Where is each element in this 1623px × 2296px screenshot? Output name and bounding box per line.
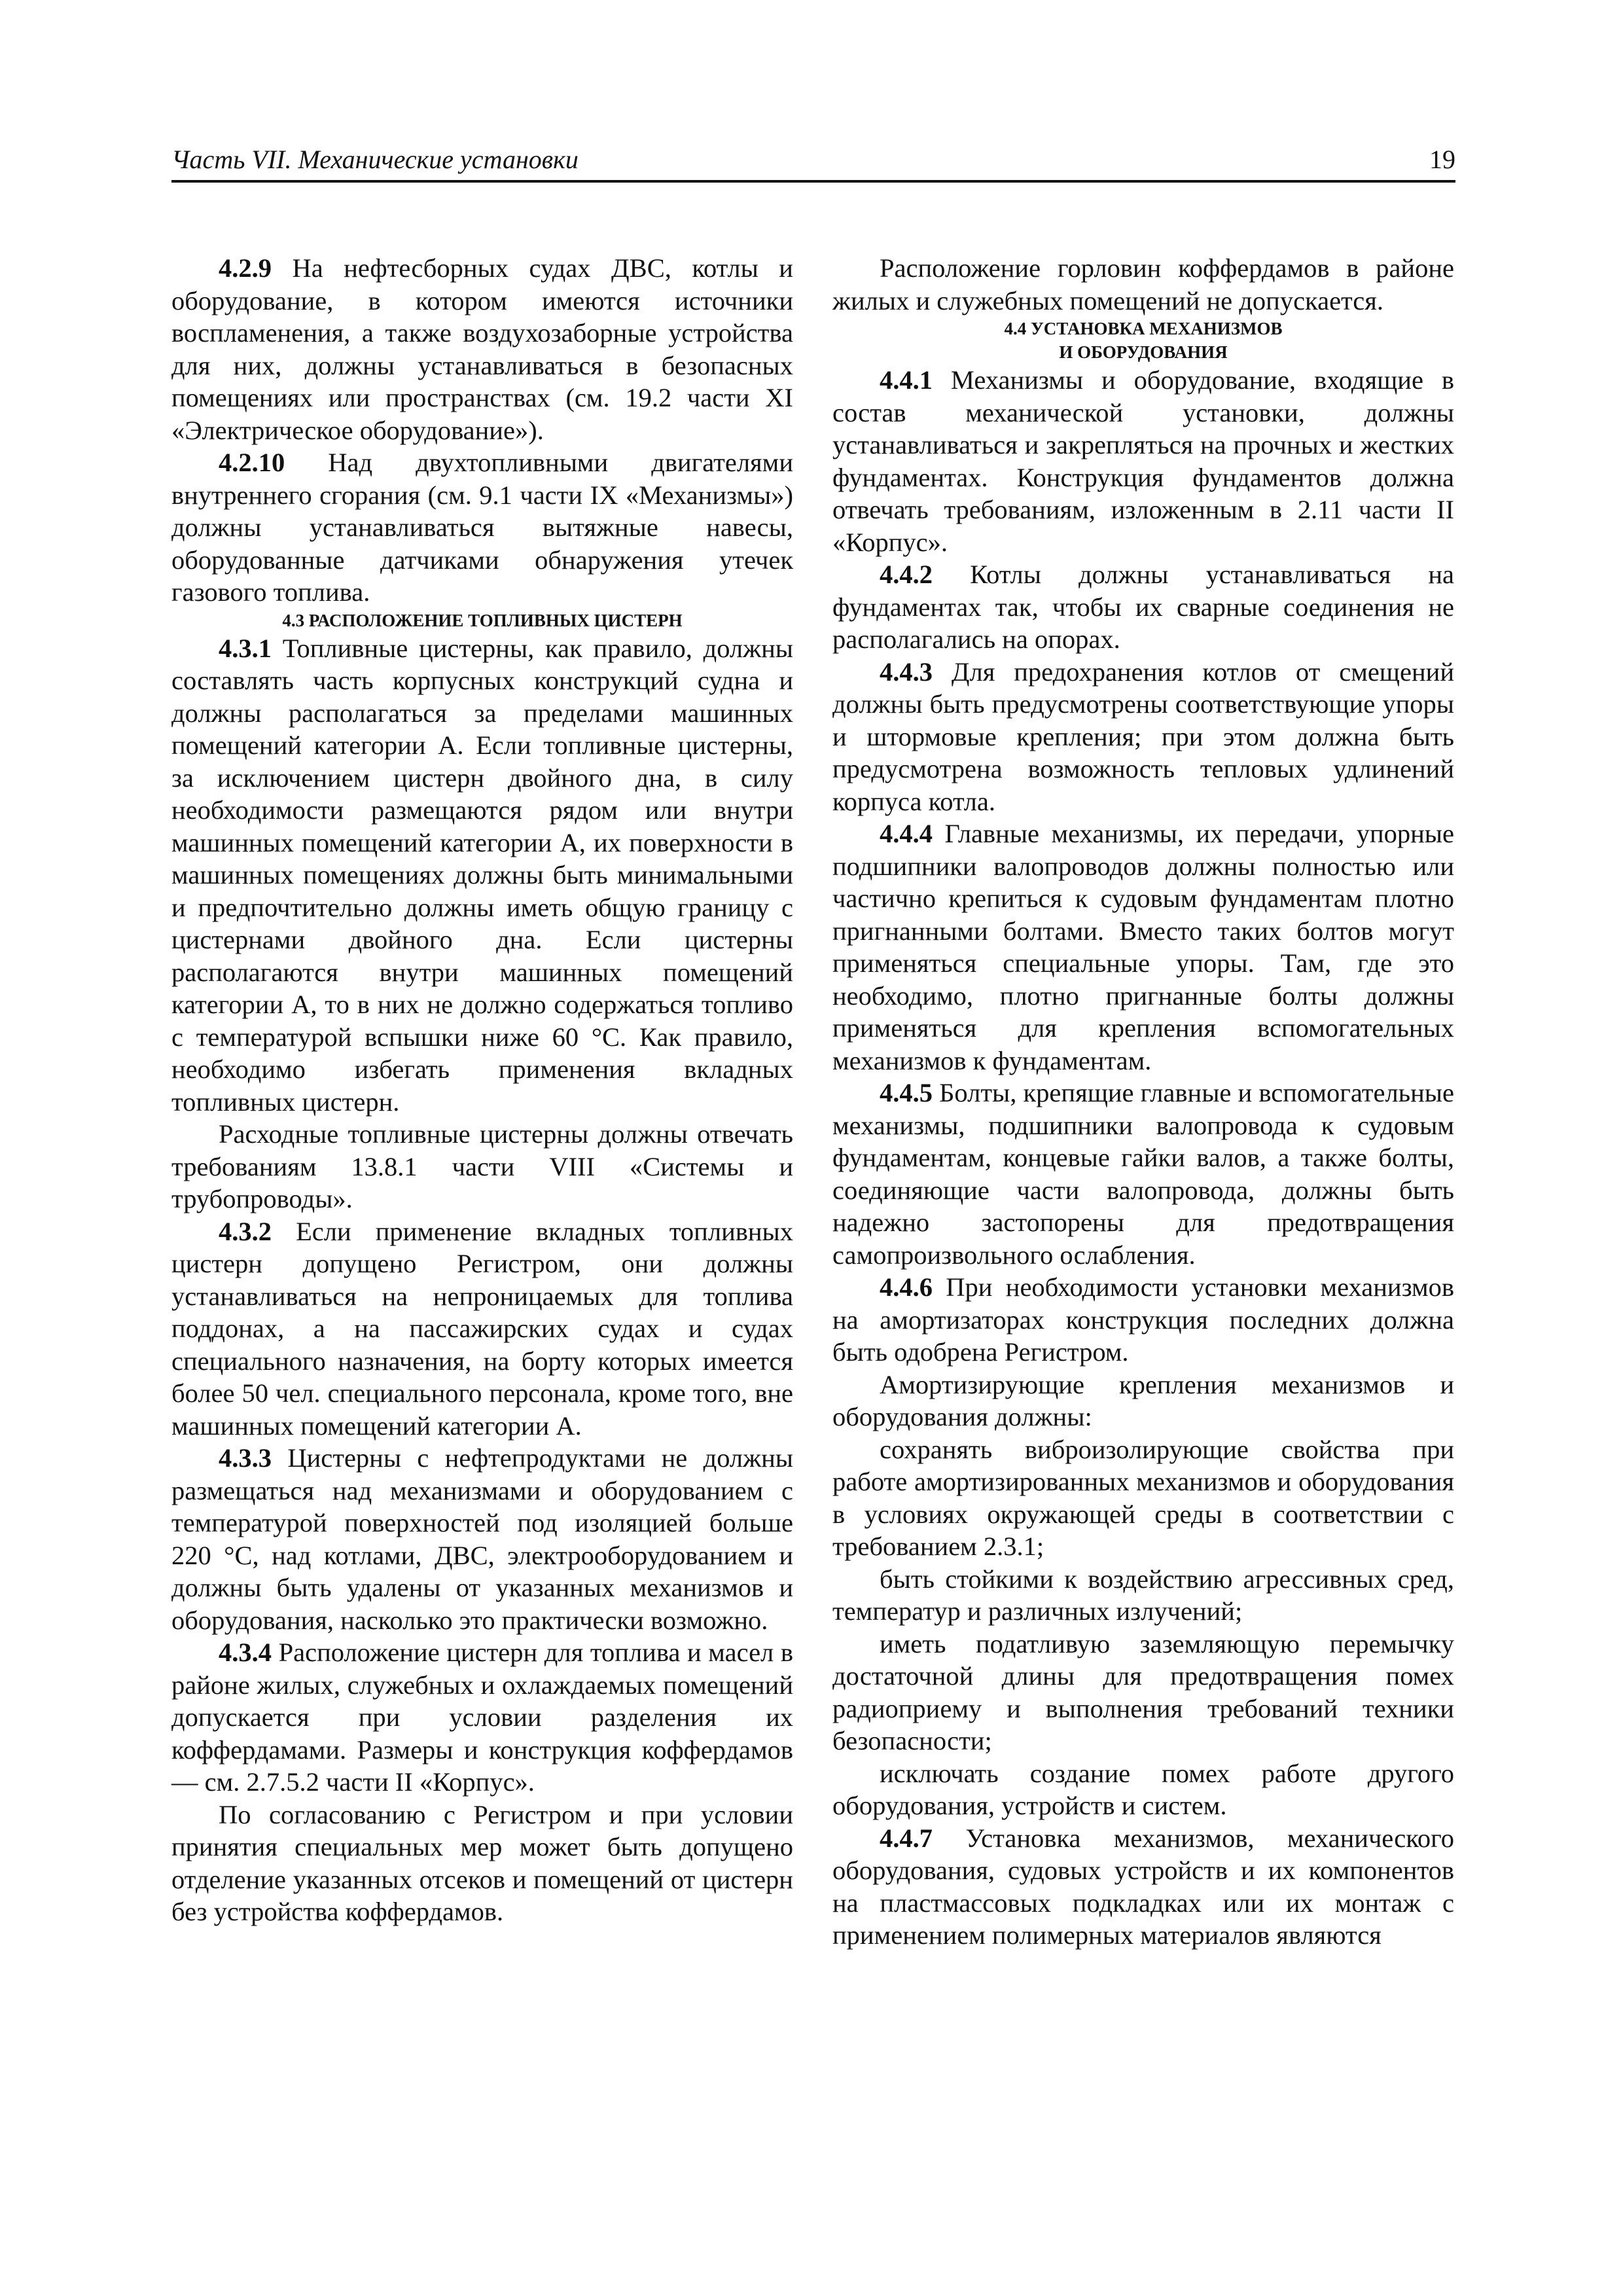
clause-number: 4.4.4 xyxy=(880,819,933,848)
paragraph-4-4-3 xyxy=(832,656,1454,818)
paragraph-text: Цистерны с нефтепродуктами не должны размещаться над механизмами и оборудованием с температурой поверхностей под изоляцией больше 220 °С, над котлами, ДВС, электрооборудованием и должны быть удалены от указанных механизмов и оборудования, насколько это практически возможно. xyxy=(171,1443,793,1635)
clause-number: 4.4.7 xyxy=(880,1823,933,1853)
list-item-stoykimi: быть стойкими к воздействию агрессивных сред, температур и различных излучений; xyxy=(832,1564,1454,1626)
clause-number: 4.4.5 xyxy=(880,1078,933,1107)
paragraph-4-4-6 xyxy=(832,1271,1454,1369)
page-number: 19 xyxy=(1429,145,1455,174)
list-item-peremychka: иметь податливую заземляющую перемычку достаточной длины для предотвращения помех радиоприему и выполнения требований техники безопасности; xyxy=(832,1628,1454,1755)
paragraph-text: Главные механизмы, их передачи, упорные подшипники валопроводов должны полностью или частично крепиться к судовым фундаментам плотно пригнанными болтами. Вместо таких болтов могут применяться специальные упоры. Там, где это необходимо, плотно пригнанные болты должны применяться для крепления вспомогательных механизмов к фундаментам. xyxy=(832,819,1454,1075)
paragraph-4-4-4 xyxy=(832,817,1454,1077)
paragraph-4-4-2 xyxy=(832,558,1454,656)
paragraph-4-4-7 xyxy=(832,1822,1454,1952)
paragraph-4-4-5 xyxy=(832,1077,1454,1271)
paragraph-gorloviny: Расположение горловин коффердамов в районе жилых и служебных помещений не допускается. xyxy=(832,253,1454,315)
paragraph-text: Установка механизмов, механического оборудования, судовых устройств и их компонентов на пластмассовых подкладках или их монтаж с применением полимерных материалов являются xyxy=(832,1823,1454,1950)
clause-number: 4.2.9 xyxy=(219,253,272,283)
paragraph-4-4-1 xyxy=(832,364,1454,558)
section-heading-4-4 xyxy=(832,317,1454,364)
left-column xyxy=(171,252,793,1928)
paragraph-text: При необходимости установки механизмов на амортизаторах конструкция последних должна быть одобрена Регистром. xyxy=(832,1272,1454,1367)
paragraph-4-3-3 xyxy=(171,1442,793,1636)
paragraph-rashodnye: Расходные топливные цистерны должны отвечать требованиям 13.8.1 части VIII «Системы и трубопроводы». xyxy=(171,1119,793,1213)
paragraph-text: На нефтесборных судах ДВС, котлы и оборудование, в котором имеются источники воспламенения, а также воздухозаборные устройства для них, должны устанавливаться в безопасных помещениях или пространствах (см. 19.2 части XI «Электрическое оборудование»). xyxy=(171,253,793,445)
section-heading-4-3: 4.3 РАСПОЛОЖЕНИЕ ТОПЛИВНЫХ ЦИСТЕРН xyxy=(282,610,683,630)
clause-number: 4.3.1 xyxy=(219,633,272,663)
paragraph-4-3-1 xyxy=(171,632,793,1119)
clause-number: 4.4.3 xyxy=(880,656,933,687)
list-item-sokhranyat: сохранять виброизолирующие свойства при работе амортизированных механизмов и оборудования в условиях окружающей среды в соответствии с требованием 2.3.1; xyxy=(832,1434,1454,1561)
clause-number: 4.4.1 xyxy=(880,365,933,395)
paragraph-text: Над двухтопливными двигателями внутреннего сгорания (см. 9.1 части IX «Механизмы») должны устанавливаться вытяжные навесы, оборудованные датчиками обнаружения утечек газового топлива. xyxy=(171,448,793,607)
clause-number: 4.4.6 xyxy=(880,1272,933,1302)
paragraph-text: Котлы должны устанавливаться на фундаментах так, чтобы их сварные соединения не располагались на опорах. xyxy=(832,560,1454,654)
clause-number: 4.2.10 xyxy=(219,448,285,477)
paragraph-4-2-9 xyxy=(171,252,793,446)
paragraph-text: Для предохранения котлов от смещений должны быть предусмотрены соответствующие упоры и штормовые крепления; при этом должна быть предусмотрена возможность тепловых удлинений корпуса котла. xyxy=(832,656,1454,816)
clause-number: 4.3.4 xyxy=(219,1638,272,1667)
paragraph-4-2-10 xyxy=(171,446,793,609)
paragraph-text: Топливные цистерны, как правило, должны составлять часть корпусных конструкций судна и должны располагаться за пределами машинных помещений категории А. Если топливные цистерны, за исключением цистерн двойного дна, в силу необходимости размещаются рядом или внутри машинных помещений категории А, их поверхности в машинных помещениях должны быть минимальными и предпочтительно должны иметь общую границу с цистернами двойного дна. Если цистерны располагаются внутри машинных помещений категории А, то в них не должно содержаться топливо с температурой вспышки ниже 60 °С. Как правило, необходимо избегать применения вкладных топливных цистерн. xyxy=(171,633,793,1117)
page-header xyxy=(171,134,1455,183)
paragraph-text: Механизмы и оборудование, входящие в состав механической установки, должны устанавливаться и закрепляться на прочных и жестких фундаментах. Конструкция фундаментов должна отвечать требованиям, изложенным в 2.11 части II «Корпус». xyxy=(832,365,1454,557)
paragraph-text: Болты, крепящие главные и вспомогательные механизмы, подшипники валопровода к судовым фундаментам, концевые гайки валов, а также болты, соединяющие части валопровода, должны быть надежно застопорены для предотвращения самопроизвольного ослабления. xyxy=(832,1078,1454,1270)
paragraph-amortiziruyushchie: Амортизирующие крепления механизмов и оборудования должны: xyxy=(832,1369,1454,1431)
right-column xyxy=(832,252,1454,1952)
clause-number: 4.3.2 xyxy=(219,1216,272,1246)
paragraph-4-3-4 xyxy=(171,1636,793,1799)
section-heading-line1: 4.4 УСТАНОВКА МЕХАНИЗМОВ xyxy=(1004,319,1283,338)
paragraph-4-3-2 xyxy=(171,1215,793,1443)
paragraph-soglasovanie: По согласованию с Регистром и при условии принятия специальных мер может быть допущено отделение указанных отсеков и помещений от цистерн без устройства коффердамов. xyxy=(171,1799,793,1926)
clause-number: 4.3.3 xyxy=(219,1443,272,1473)
paragraph-text: Если применение вкладных топливных цистерн допущено Регистром, они должны устанавливаться на непроницаемых для топлива поддонах, а на пассажирских судах и судах специального назначения, на борту которых имеется более 50 чел. специального персонала, кроме того, вне машинных помещений категории А. xyxy=(171,1216,793,1441)
paragraph-text: Расположение цистерн для топлива и масел в районе жилых, служебных и охлаждаемых помещений допускается при условии разделения их коффердамами. Размеры и конструкция коффердамов — см. 2.7.5.2 части II «Корпус». xyxy=(171,1638,793,1797)
clause-number: 4.4.2 xyxy=(880,560,933,589)
running-title: Часть VII. Механические установки xyxy=(171,145,579,174)
section-heading-line2: И ОБОРУДОВАНИЯ xyxy=(1059,342,1228,362)
list-item-isklyuchat: исключать создание помех работе другого оборудования, устройств и систем. xyxy=(832,1758,1454,1820)
